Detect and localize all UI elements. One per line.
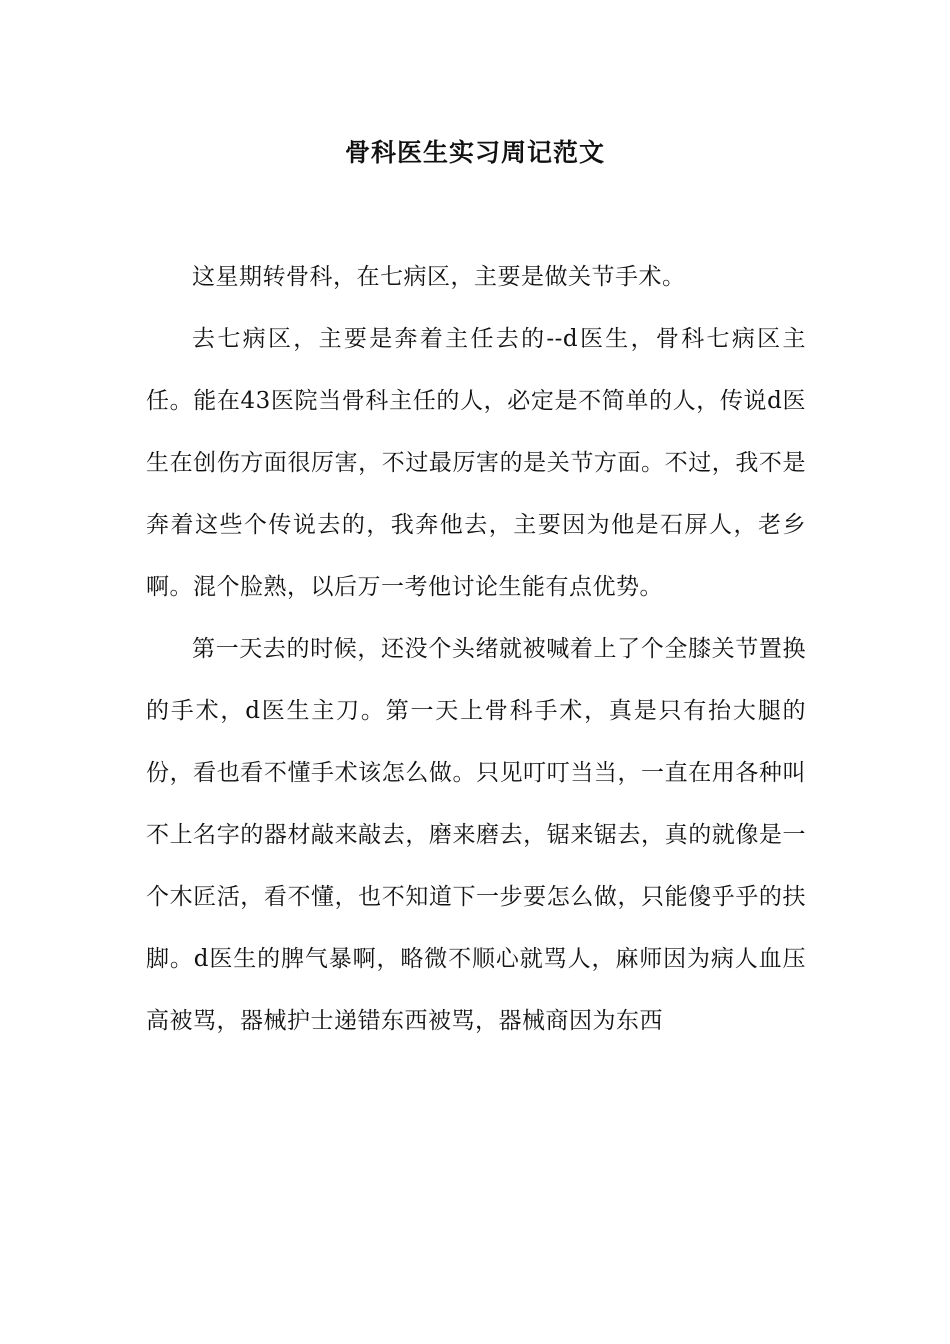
document-title: 骨科医生实习周记范文 (344, 138, 605, 167)
paragraph-1: 这星期转骨科，在七病区，主要是做关节手术。 (192, 264, 686, 290)
paragraph-3: 第一天去的时候，还没个头绪就被喊着上了个全膝关节置换的手术，d医生主刀。第一天上骨科手术，真是只有抬大腿的份，看也看不懂手术该怎么做。只见叮叮当当，一直在用各种叫不上名字的器材敲来敲去，磨来磨去，锯来锯去，真的就像是一个木匠活，看不懂，也不知道下一步要怎么做，只能傻乎乎的扶脚。d医生的脾气暴啊，略微不顺心就骂人，麻师因为病人血压高被骂，器械护士递错东西被骂，器械商因为东西 (146, 636, 806, 1034)
document-body (146, 246, 806, 1052)
paragraph-2: 去七病区，主要是奔着主任去的--d医生，骨科七病区主任。能在43医院当骨科主任的人，必定是不简单的人，传说d医生在创伤方面很厉害，不过最厉害的是关节方面。不过，我不是奔着这些个传说去的，我奔他去，主要因为他是石屏人，老乡啊。混个脸熟，以后万一考他讨论生能有点优势。 (146, 326, 806, 600)
